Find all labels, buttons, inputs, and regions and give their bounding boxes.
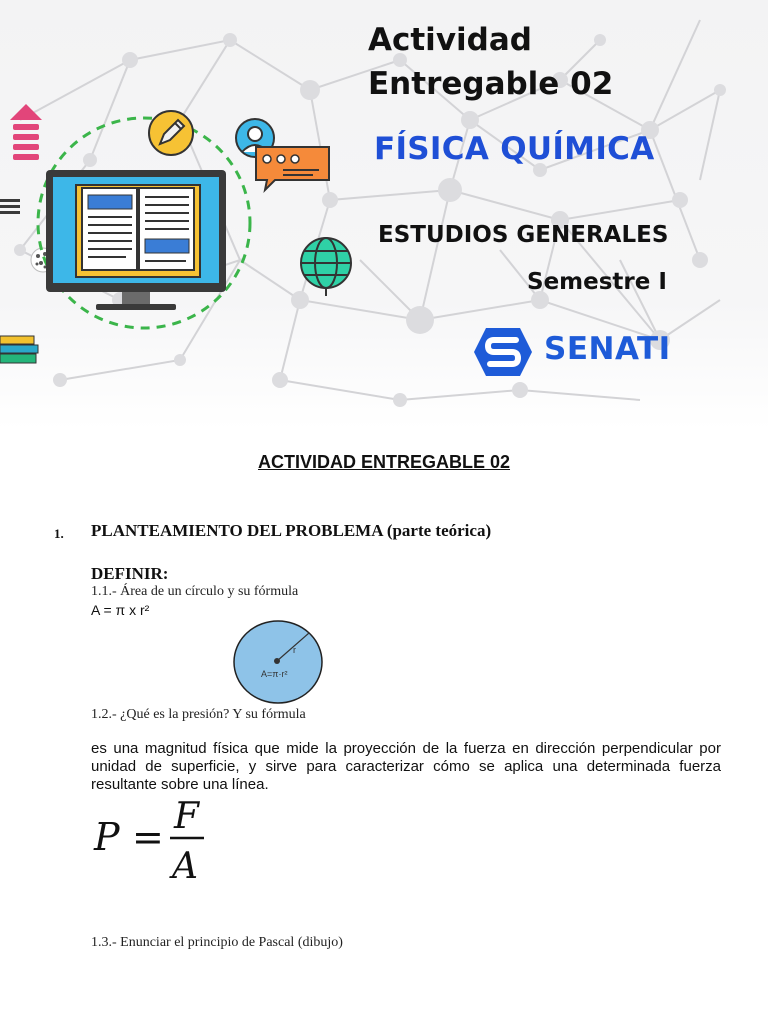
section-title: PLANTEAMIENTO DEL PROBLEMA (parte teórica) — [91, 521, 492, 540]
cover-banner — [0, 0, 768, 430]
question-1-1: 1.1.- Área de un círculo y su fórmula — [91, 584, 299, 599]
equals-sign: = — [132, 815, 164, 859]
circle-formula-label: A=π·r² — [261, 669, 288, 679]
circle-area-figure — [231, 619, 325, 705]
senati-logo-text: SENATI — [544, 331, 671, 367]
radius-label: r — [293, 645, 296, 655]
force-symbol: F — [174, 796, 199, 837]
question-1-3: 1.3.- Enunciar el principio de Pascal (dibujo) — [91, 935, 343, 950]
circle-area-formula: A = π x r² — [91, 602, 150, 618]
senati-logo-icon — [472, 326, 534, 378]
section-number: 1. — [54, 526, 64, 541]
chat-bubble-icon — [253, 144, 333, 194]
question-1-2: 1.2.- ¿Qué es la presión? Y su fórmula — [91, 707, 306, 722]
cover-title-line1: Actividad — [368, 22, 532, 58]
pressure-definition: es una magnitud física que mide la proyección de la fuerza en dirección perpendicular por unidad de superficie, y sirve para caracterizar cómo se aplica una determinada fuerza resultante sobre una línea. — [91, 740, 721, 793]
document-heading: ACTIVIDAD ENTREGABLE 02 — [257, 452, 511, 472]
cover-title — [368, 18, 613, 106]
e-learning-illustration — [26, 105, 256, 340]
menu-lines-icon — [0, 198, 22, 216]
subject-title: FÍSICA QUÍMICA — [374, 131, 655, 167]
pressure-formula — [86, 790, 216, 886]
pressure-symbol: P — [94, 815, 120, 859]
globe-icon — [298, 236, 354, 296]
define-label: DEFINIR: — [91, 564, 169, 583]
pencil-badge-icon — [146, 108, 196, 158]
cover-title-line2: Entregable 02 — [368, 66, 614, 102]
program-title: ESTUDIOS GENERALES — [378, 222, 669, 248]
area-symbol: A — [172, 846, 198, 886]
semester-label: Semestre I — [527, 269, 667, 295]
